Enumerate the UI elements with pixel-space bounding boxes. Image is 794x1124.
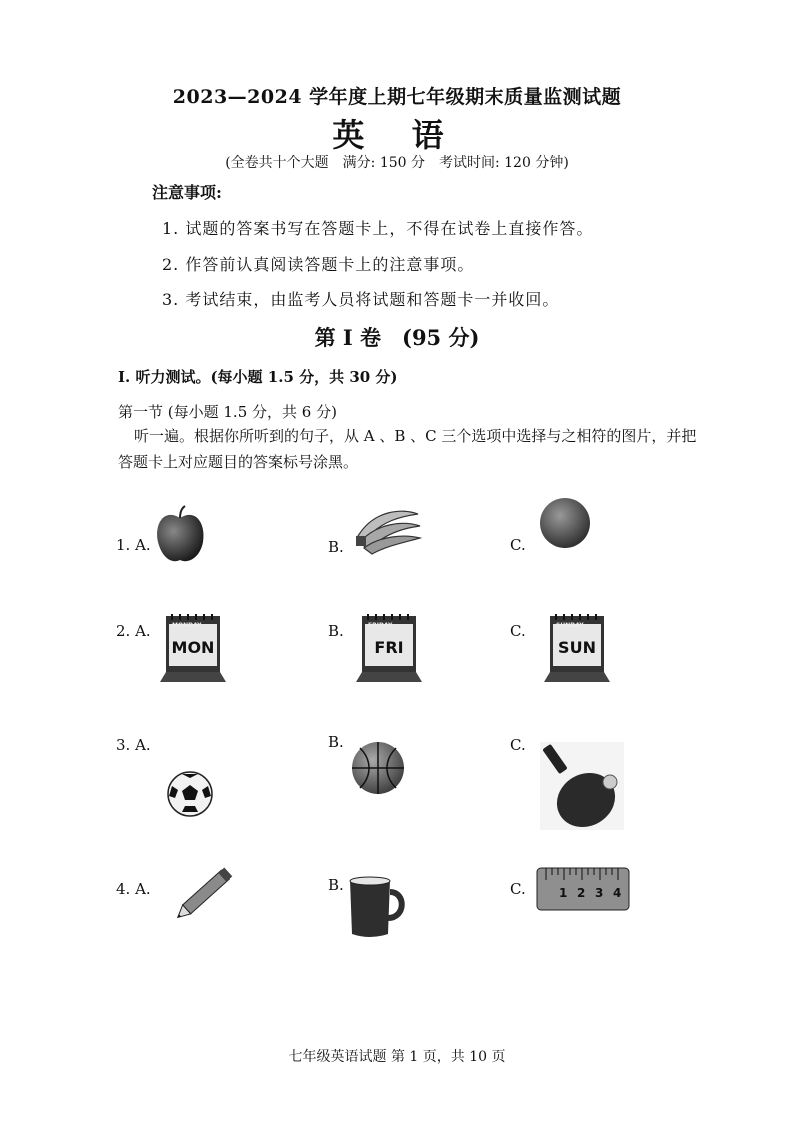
- q2-option-b-label: B.: [328, 622, 344, 640]
- exam-info: (全卷共十个大题 满分: 150 分 考试时间: 120 分钟): [225, 155, 569, 171]
- ruler-mark-4: 4: [613, 886, 622, 900]
- ruler-icon: [536, 866, 630, 912]
- banana-icon: [354, 506, 422, 556]
- q2-option-a-label: 2. A.: [116, 622, 151, 640]
- q1-option-a-label: 1. A.: [116, 536, 151, 554]
- ruler-mark-2: 2: [577, 886, 586, 900]
- note-item-2: 2. 作答前认真阅读答题卡上的注意事项。: [162, 255, 475, 274]
- basketball-icon: [350, 740, 406, 796]
- calendar-big-label: FRI: [374, 638, 404, 657]
- calendar-small-label: SUNDAY: [556, 622, 584, 629]
- note-item-3: 3. 考试结束，由监考人员将试题和答题卡一并收回。: [162, 290, 560, 309]
- soccer-ball-icon: [166, 770, 214, 818]
- calendar-big-label: MON: [171, 638, 215, 657]
- q1-option-c-label: C.: [510, 536, 526, 554]
- mug-icon: [346, 874, 408, 940]
- calendar-friday-icon: [356, 612, 422, 684]
- ruler-mark-3: 3: [595, 886, 604, 900]
- calendar-sunday-icon: [544, 612, 610, 684]
- apple-icon: [154, 504, 206, 564]
- section-subheading: 第一节 (每小题 1.5 分，共 6 分): [118, 403, 337, 421]
- q4-option-a-label: 4. A.: [116, 880, 151, 898]
- q3-option-a-label: 3. A.: [116, 736, 151, 754]
- q4-option-b-label: B.: [328, 876, 344, 894]
- calendar-big-label: SUN: [558, 638, 596, 657]
- orange-icon: [538, 496, 592, 550]
- q3-option-c-label: C.: [510, 736, 526, 754]
- section-instructions: 听一遍。根据你所听到的句子，从 A 、B 、C 三个选项中选择与之相符的图片，并把答题卡上对应题目的答案标号涂黑。: [118, 427, 697, 471]
- ping-pong-paddle-icon: [540, 742, 624, 830]
- part-title: 第 I 卷 (95 分): [314, 325, 480, 350]
- ruler-mark-1: 1: [559, 886, 568, 900]
- notes-heading: 注意事项:: [152, 183, 222, 202]
- section-heading: I. 听力测试。(每小题 1.5 分，共 30 分): [118, 368, 398, 386]
- page-footer: 七年级英语试题 第 1 页，共 10 页: [288, 1049, 506, 1065]
- exam-title: 2023—2024 学年度上期七年级期末质量监测试题: [172, 86, 622, 108]
- q4-option-c-label: C.: [510, 880, 526, 898]
- q1-option-b-label: B.: [328, 538, 344, 556]
- calendar-small-label: FRIDAY: [368, 622, 393, 629]
- q2-option-c-label: C.: [510, 622, 526, 640]
- note-item-1: 1. 试题的答案书写在答题卡上，不得在试卷上直接作答。: [162, 219, 594, 238]
- subject-title: 英 语: [332, 116, 462, 154]
- q3-option-b-label: B.: [328, 733, 344, 751]
- calendar-monday-icon: [160, 612, 226, 684]
- pencil-icon: [166, 854, 246, 930]
- calendar-small-label: MONDAY: [172, 622, 202, 629]
